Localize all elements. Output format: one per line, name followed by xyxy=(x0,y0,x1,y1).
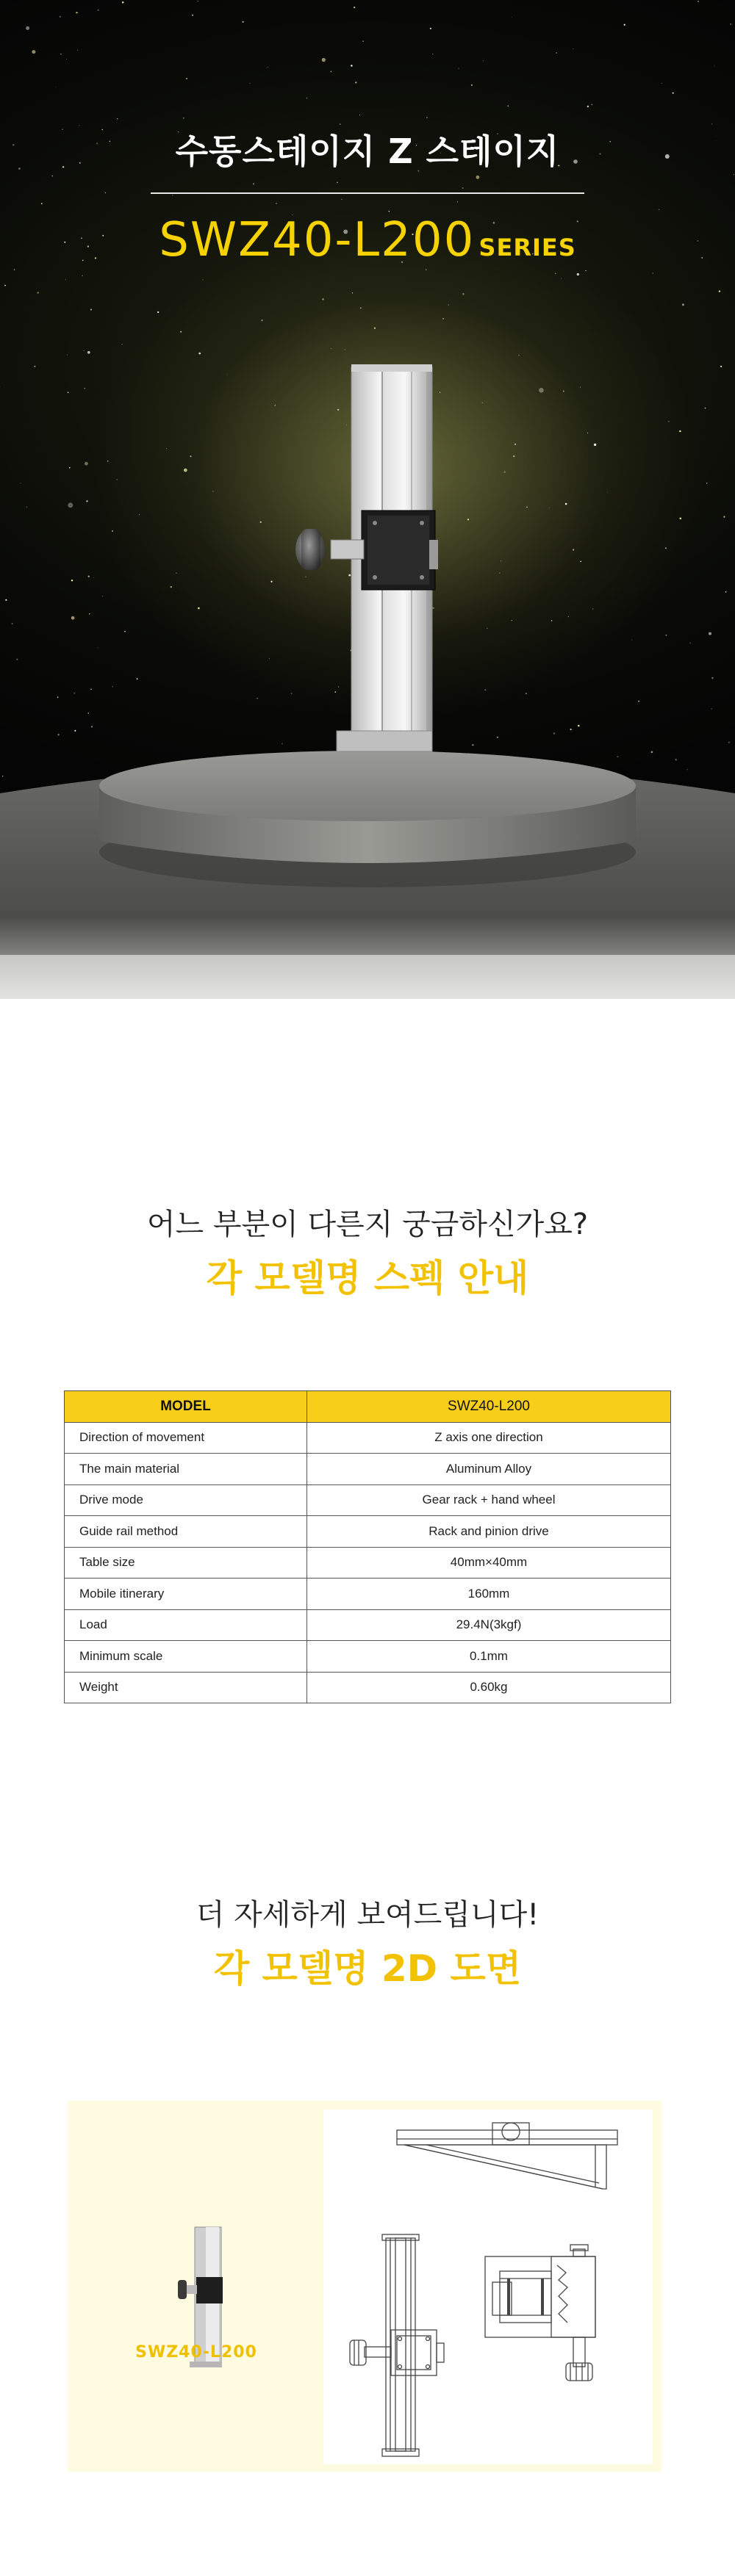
table-row xyxy=(65,1547,671,1579)
drawing-question: 더 자세하게 보여드립니다! xyxy=(196,1898,539,1932)
spec-label: Guide rail method xyxy=(65,1516,307,1548)
star xyxy=(203,279,204,280)
star xyxy=(306,98,308,99)
star xyxy=(60,16,61,18)
star xyxy=(41,203,43,204)
star xyxy=(14,269,15,270)
star xyxy=(117,118,118,119)
spec-label: Load xyxy=(65,1609,307,1641)
star xyxy=(362,40,364,42)
spec-value: 29.4N(3kgf) xyxy=(307,1609,671,1641)
star xyxy=(157,311,159,313)
technical-drawing-card xyxy=(323,2110,653,2464)
spec-table-header-row xyxy=(65,1391,671,1423)
table-row xyxy=(65,1454,671,1485)
star xyxy=(360,307,362,309)
hero-banner xyxy=(0,0,735,1043)
hero-divider xyxy=(151,192,584,194)
hero-model-name xyxy=(0,213,735,267)
hero-model-code: SWZ40-L200 xyxy=(159,213,476,267)
spec-value: 0.60kg xyxy=(307,1672,671,1703)
table-row xyxy=(65,1672,671,1703)
spec-value: 0.1mm xyxy=(307,1641,671,1673)
spec-label: Minimum scale xyxy=(65,1641,307,1673)
star xyxy=(714,65,715,66)
hero-title: 수동스테이지 Z 스테이지 xyxy=(175,131,560,171)
star xyxy=(448,305,449,306)
star xyxy=(322,58,326,62)
spec-value: Z axis one direction xyxy=(307,1422,671,1454)
star xyxy=(476,176,480,179)
star xyxy=(355,82,356,83)
spec-value: Gear rack + hand wheel xyxy=(307,1484,671,1516)
star xyxy=(351,65,353,67)
star xyxy=(51,176,53,177)
spec-value: 40mm×40mm xyxy=(307,1547,671,1579)
star xyxy=(682,303,684,306)
star xyxy=(122,1,124,4)
star xyxy=(389,211,390,212)
star xyxy=(26,26,29,30)
drawing-heading: 각 모델명 2D 도면 xyxy=(213,1947,522,1990)
star xyxy=(457,201,458,202)
star xyxy=(98,10,99,11)
hero-model-series: SERIES xyxy=(478,234,576,261)
spec-label: Weight xyxy=(65,1672,307,1703)
star xyxy=(507,105,509,107)
table-row xyxy=(65,1609,671,1641)
star xyxy=(243,21,244,23)
star xyxy=(587,106,589,107)
star xyxy=(555,273,556,275)
star xyxy=(352,292,353,293)
spec-header-model: MODEL xyxy=(65,1391,307,1423)
star xyxy=(276,203,277,204)
star xyxy=(249,83,250,84)
spec-heading: 각 모델명 스펙 안내 xyxy=(206,1257,529,1299)
table-row xyxy=(65,1516,671,1548)
star xyxy=(105,192,106,193)
star xyxy=(730,24,731,25)
spec-value: Rack and pinion drive xyxy=(307,1516,671,1548)
table-row xyxy=(65,1422,671,1454)
spec-label: The main material xyxy=(65,1454,307,1485)
star xyxy=(253,184,254,185)
star xyxy=(462,187,464,189)
star xyxy=(577,273,579,275)
star xyxy=(65,279,66,280)
star xyxy=(186,78,187,79)
star xyxy=(90,309,92,310)
star xyxy=(183,118,184,119)
star xyxy=(4,285,6,286)
star xyxy=(192,15,193,16)
photo-model-label: SWZ40-L200 xyxy=(135,2343,257,2362)
star xyxy=(37,292,39,294)
star xyxy=(32,50,35,54)
star xyxy=(585,270,586,271)
star xyxy=(354,7,355,8)
spec-label: Direction of movement xyxy=(65,1422,307,1454)
star xyxy=(82,275,83,276)
star xyxy=(77,50,78,51)
star xyxy=(592,104,593,106)
table-row xyxy=(65,1579,671,1610)
star xyxy=(261,320,262,321)
spec-header-value: SWZ40-L200 xyxy=(307,1391,671,1423)
star xyxy=(426,269,427,270)
star xyxy=(430,28,431,29)
star xyxy=(322,298,323,300)
table-row xyxy=(65,1484,671,1516)
spec-label: Drive mode xyxy=(65,1484,307,1516)
technical-drawing xyxy=(323,2110,653,2464)
star xyxy=(483,60,484,61)
star xyxy=(471,84,473,86)
star xyxy=(561,278,562,279)
table-row xyxy=(65,1641,671,1673)
spec-table xyxy=(64,1390,671,1703)
star xyxy=(442,318,444,320)
product-render xyxy=(0,323,735,1043)
star xyxy=(337,182,338,184)
spec-value: Aluminum Alloy xyxy=(307,1454,671,1485)
spec-value: 160mm xyxy=(307,1579,671,1610)
spec-label: Table size xyxy=(65,1547,307,1579)
star xyxy=(426,117,427,118)
star xyxy=(462,293,465,295)
product-photo-thumbnail xyxy=(68,2101,325,2472)
star xyxy=(76,12,77,13)
spec-question: 어느 부분이 다른지 궁금하신가요? xyxy=(146,1208,589,1241)
star xyxy=(624,24,625,26)
star xyxy=(719,290,720,292)
star xyxy=(331,71,332,73)
spec-label: Mobile itinerary xyxy=(65,1579,307,1610)
star xyxy=(673,93,674,94)
star xyxy=(734,174,735,176)
star xyxy=(341,199,342,200)
